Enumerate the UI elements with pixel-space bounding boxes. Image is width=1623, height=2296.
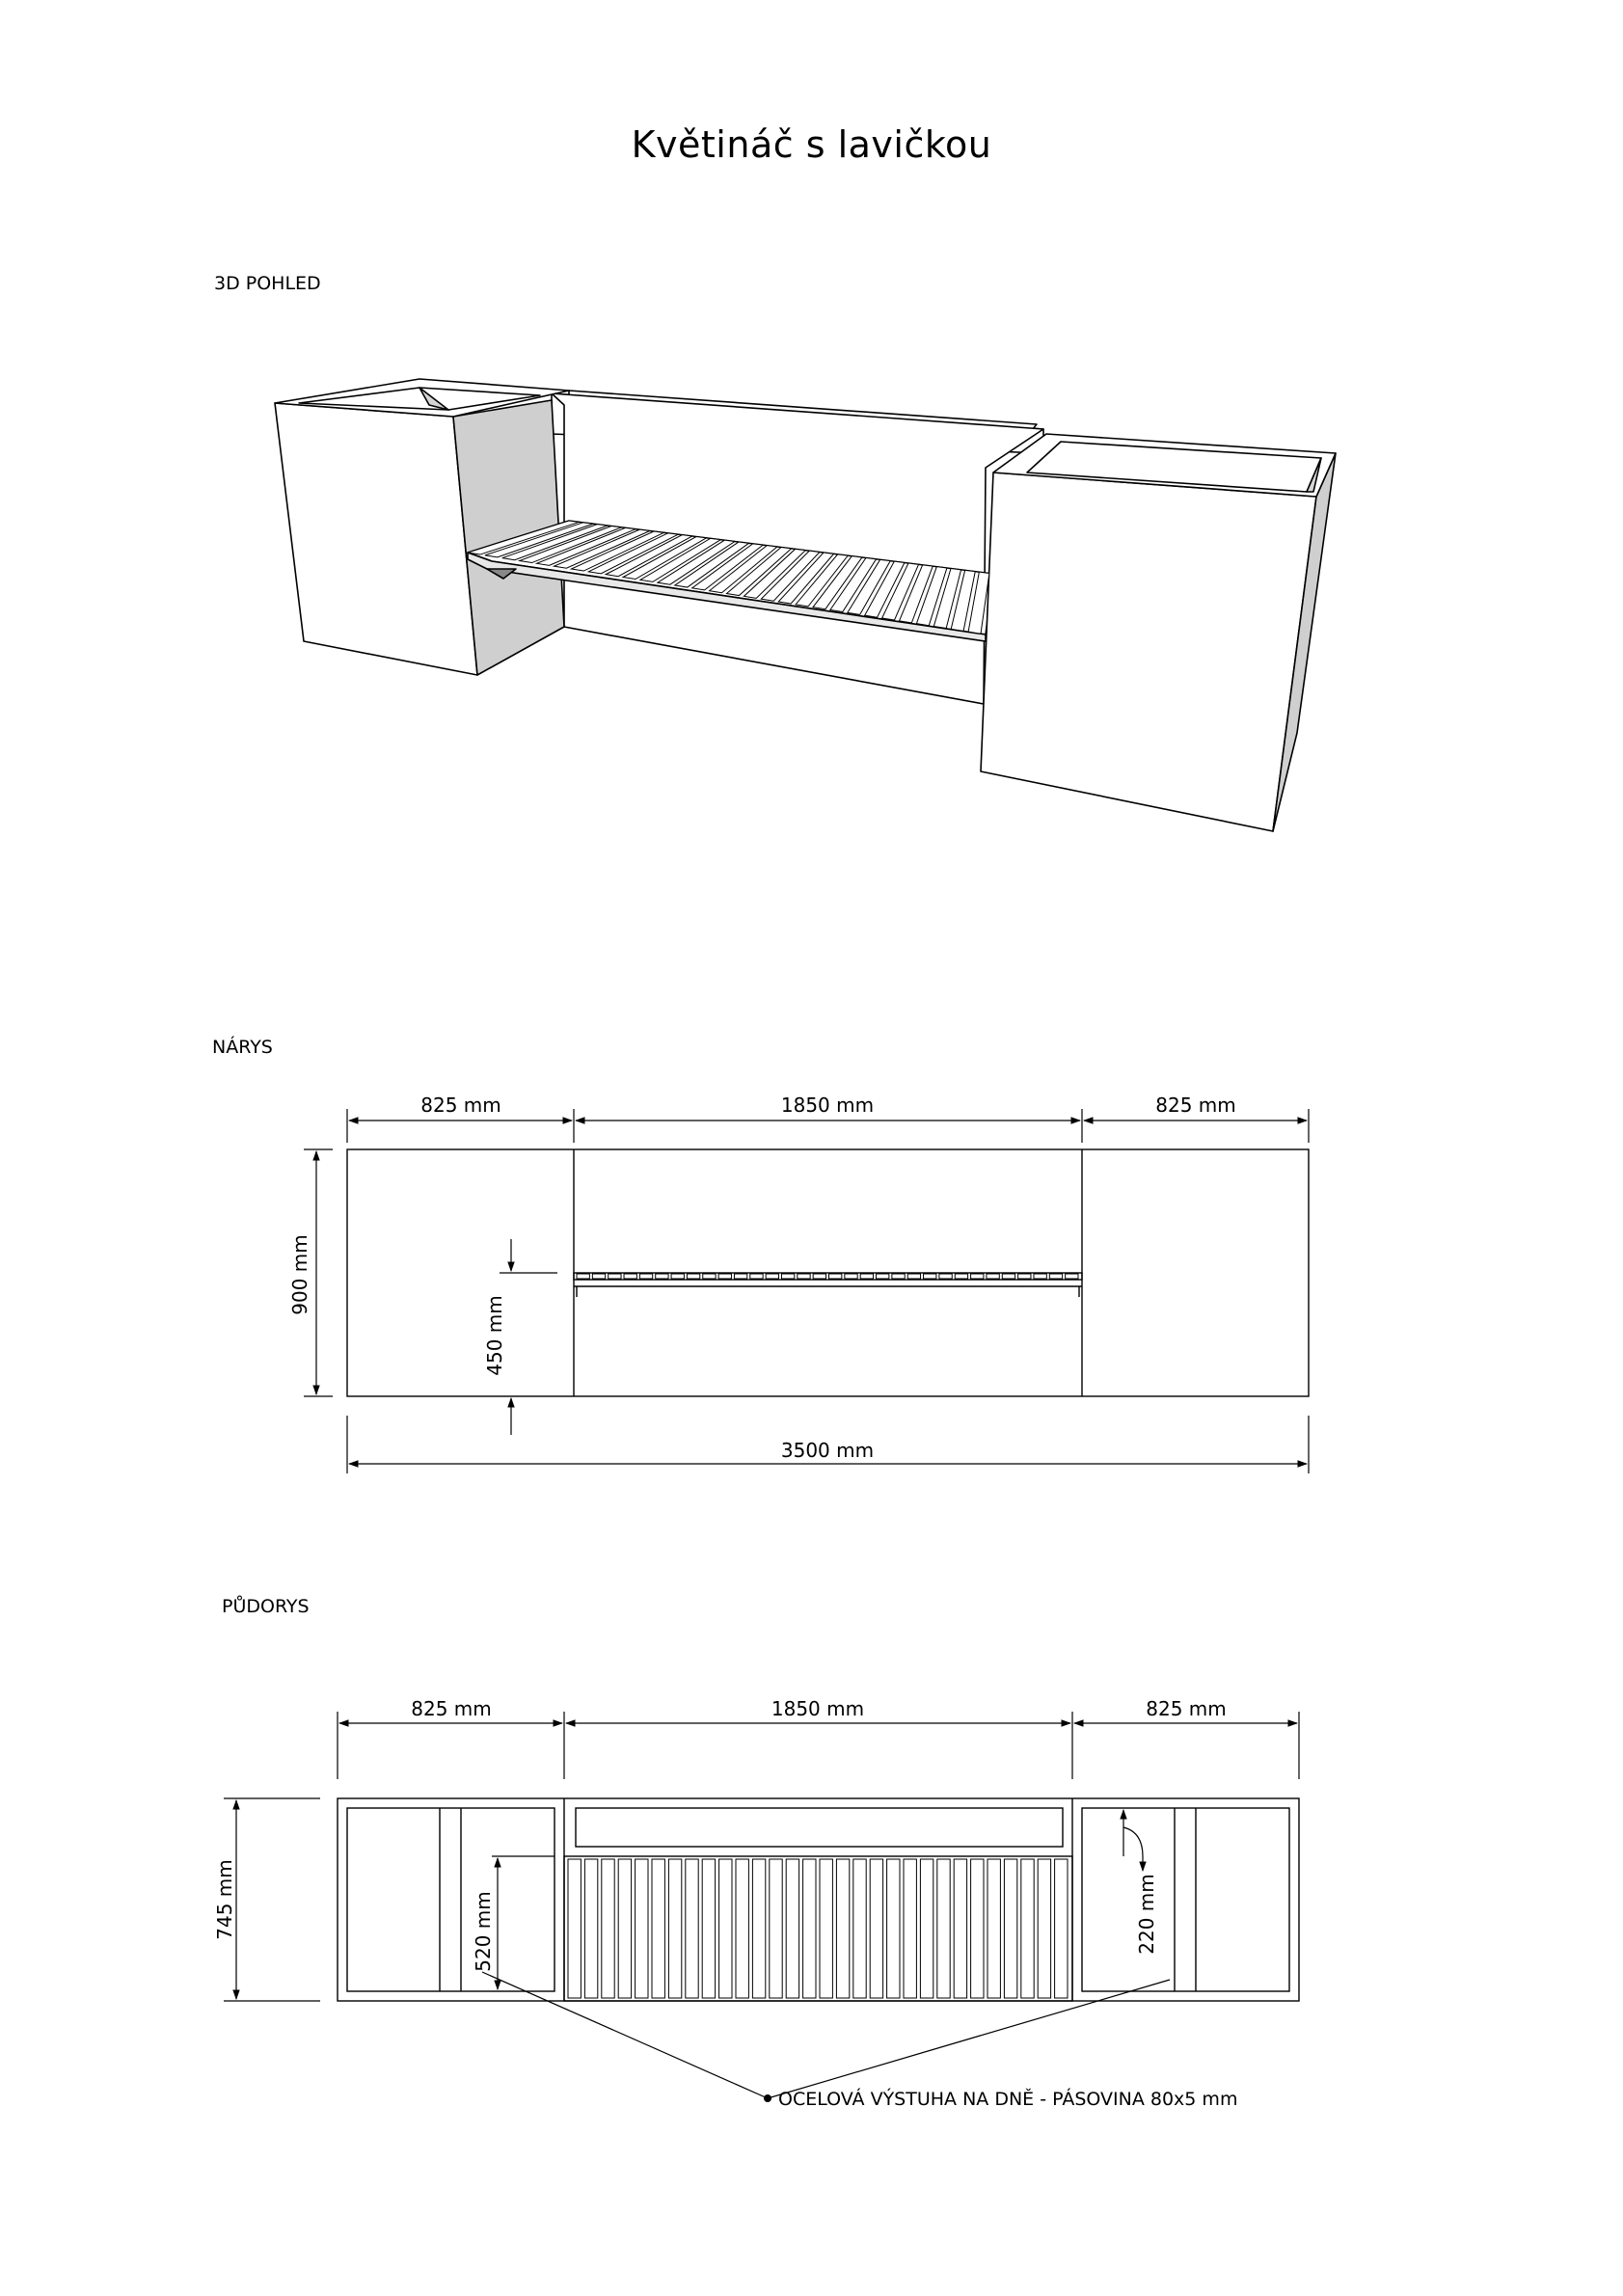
front-dim-left: 825 mm	[420, 1094, 501, 1117]
plan-right-inner	[1082, 1808, 1289, 1991]
slat-plan	[1055, 1859, 1068, 1998]
slat-front	[734, 1274, 746, 1279]
plan-dim-seat-depth: 520 mm	[472, 1891, 495, 1972]
slat-front	[750, 1274, 763, 1279]
slat-plan	[1021, 1859, 1034, 1998]
plan-dim-left: 825 mm	[411, 1697, 492, 1720]
slat-plan	[887, 1859, 900, 1998]
plan-dim-depth: 745 mm	[213, 1859, 236, 1940]
slat-front	[860, 1274, 873, 1279]
slat-plan	[1004, 1859, 1016, 1998]
slat-plan	[987, 1859, 1000, 1998]
slat-front	[798, 1274, 810, 1279]
plan-dim-offset: 220 mm	[1135, 1874, 1158, 1955]
slat-plan	[836, 1859, 849, 1998]
front-dim-middle: 1850 mm	[780, 1094, 875, 1117]
slat-front	[955, 1274, 967, 1279]
slat-plan	[602, 1859, 614, 1998]
slat-front	[829, 1274, 842, 1279]
plan-center-back	[576, 1808, 1063, 1847]
slat-front	[813, 1274, 825, 1279]
front-dim-seat-height: 450 mm	[483, 1295, 506, 1376]
slat-plan	[920, 1859, 933, 1998]
slat-front	[939, 1274, 952, 1279]
slat-front	[718, 1274, 731, 1279]
slat-front	[624, 1274, 636, 1279]
front-seat-slats	[577, 1274, 1078, 1279]
slat-front	[924, 1274, 936, 1279]
slat-front	[1049, 1274, 1062, 1279]
slat-plan	[736, 1859, 748, 1998]
slat-plan	[853, 1859, 866, 1998]
leader-dot	[764, 2094, 771, 2102]
slat-front	[1018, 1274, 1031, 1279]
slat-plan	[719, 1859, 732, 1998]
slat-plan	[803, 1859, 816, 1998]
slat-plan	[820, 1859, 832, 1998]
left-planter-front	[275, 403, 477, 675]
slat-front	[703, 1274, 716, 1279]
slat-plan	[770, 1859, 782, 1998]
slat-plan	[752, 1859, 765, 1998]
slat-front	[1034, 1274, 1046, 1279]
front-dimensions	[304, 1109, 1309, 1473]
slat-front	[845, 1274, 857, 1279]
slat-plan	[786, 1859, 798, 1998]
slat-plan	[618, 1859, 631, 1998]
slat-plan	[870, 1859, 882, 1998]
section-label-3d: 3D POHLED	[214, 273, 321, 294]
slat-front	[577, 1274, 589, 1279]
slat-front	[1066, 1274, 1078, 1279]
slat-plan	[568, 1859, 581, 1998]
slat-front	[592, 1274, 605, 1279]
section-label-front: NÁRYS	[212, 1037, 273, 1058]
slat-plan	[702, 1859, 715, 1998]
slat-plan	[1038, 1859, 1050, 1998]
right-planter-front	[981, 473, 1316, 831]
slat-front	[687, 1274, 699, 1279]
slat-front	[1002, 1274, 1014, 1279]
plan-left-inner	[347, 1808, 555, 1991]
slat-plan	[652, 1859, 664, 1998]
slat-front	[907, 1274, 920, 1279]
slat-plan	[584, 1859, 597, 1998]
slat-plan	[904, 1859, 916, 1998]
slat-front	[971, 1274, 984, 1279]
slat-front	[987, 1274, 999, 1279]
slat-front	[656, 1274, 668, 1279]
slat-plan	[636, 1859, 648, 1998]
slat-front	[766, 1274, 778, 1279]
slat-front	[671, 1274, 684, 1279]
slat-front	[892, 1274, 905, 1279]
slat-front	[609, 1274, 621, 1279]
steel-reinforcement-note: OCELOVÁ VÝSTUHA NA DNĚ - PÁSOVINA 80x5 mm	[778, 2089, 1238, 2110]
slat-plan	[686, 1859, 698, 1998]
slat-plan	[668, 1859, 681, 1998]
plan-dim-middle: 1850 mm	[771, 1697, 865, 1720]
slat-front	[639, 1274, 652, 1279]
front-dim-height: 900 mm	[288, 1234, 311, 1315]
slat-plan	[937, 1859, 950, 1998]
slat-plan	[971, 1859, 984, 1998]
slat-front	[877, 1274, 889, 1279]
section-label-plan: PŮDORYS	[222, 1596, 310, 1617]
front-dim-total: 3500 mm	[780, 1439, 875, 1462]
slat-front	[781, 1274, 794, 1279]
page-title: Květináč s lavičkou	[631, 123, 992, 166]
slat-plan	[954, 1859, 966, 1998]
front-dim-right: 825 mm	[1155, 1094, 1236, 1117]
plan-dim-right: 825 mm	[1146, 1697, 1227, 1720]
plan-seat-slats	[568, 1859, 1068, 1998]
